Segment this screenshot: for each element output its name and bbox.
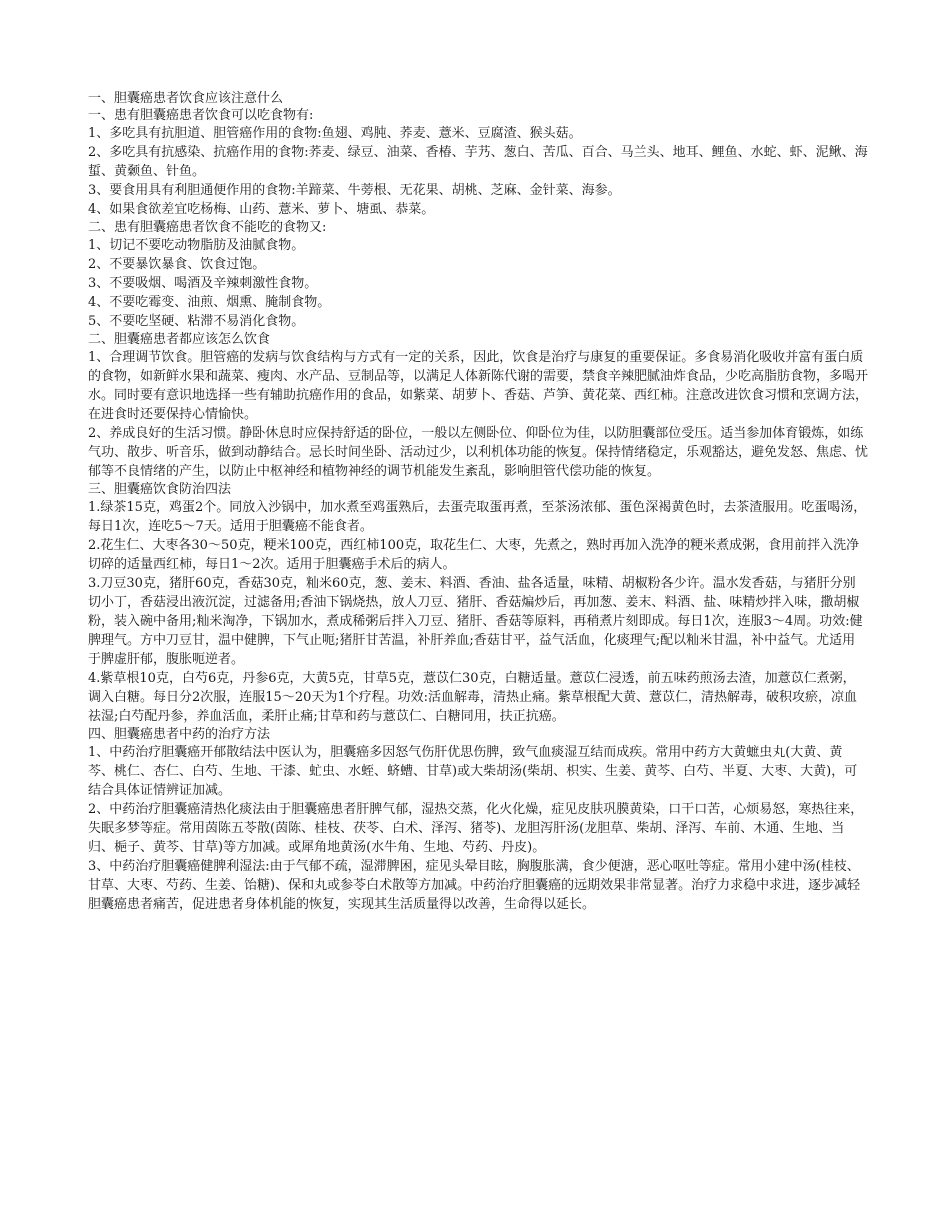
section-heading: 二、患有胆囊癌患者饮食不能吃的食物又: — [88, 220, 327, 235]
section-heading: 一、患有胆囊癌患者饮食可以吃食物有: — [88, 108, 314, 123]
paragraph: 2、养成良好的生活习惯。静卧休息时应保持舒适的卧位，一般以左侧卧位、仰卧位为佳，以防胆囊部位受压。适当参加体育锻炼，如练气功、散步、听音乐，做到动静结合。忌长时间坐卧、活动过少，以利机体功能的恢复。保持情绪稳定，乐观豁达，避免发怒、焦虑、忧郁等不良情绪的产生，以防止中枢神经和植物神经的调节机能发生紊乱，影响胆管代偿功能的恢复。 — [88, 426, 869, 479]
paragraph: 2.花生仁、大枣各30～50克，粳米100克，西红柿100克，取花生仁、大枣，先煮之，熟时再加入洗净的粳米煮成粥，食用前拌入洗净切碎的适量西红柿，每日1～2次。适用于胆囊癌手术后的病人。 — [88, 538, 860, 572]
section-heading: 二、胆囊癌患者都应该怎么饮食 — [88, 332, 271, 347]
section-heading: 四、胆囊癌患者中药的治疗方法 — [88, 727, 271, 742]
paragraph: 3、不要吸烟、喝酒及辛辣刺激性食物。 — [88, 276, 318, 291]
paragraph: 3、要食用具有利胆通便作用的食物:羊蹄菜、牛蒡根、无花果、胡桃、芝麻、金针菜、海参。 — [88, 183, 621, 198]
paragraph: 2、多吃具有抗感染、抗癌作用的食物:荞麦、绿豆、油菜、香椿、芋艿、葱白、苦瓜、百合、马兰头、地耳、鲤鱼、水蛇、虾、泥鳅、海蜇、黄颡鱼、针鱼。 — [88, 145, 868, 179]
paragraph: 3.刀豆30克，猪肝60克，香菇30克，籼米60克，葱、姜末、料酒、香油、盐各适量，味精、胡椒粉各少许。温水发香菇，与猪肝分别切小丁，香菇浸出液沉淀，过滤备用;香油下锅烧热，放人刀豆、猪肝、香菇煸炒后，再加葱、姜末、料酒、盐、味精炒拌入味，撒胡椒粉，装入碗中备用;籼米淘净，下锅加水，煮成稀粥后拌入刀豆、猪肝、香菇等原料，再稍煮片刻即成。每日1次，连服3～4周。功效:健脾理气。方中刀豆甘，温中健脾，下气止呃;猪肝甘苦温，补肝养血;香菇甘平，益气活血，化痰理气;配以籼米甘温，补中益气。尤适用于脾虚肝郁，腹胀呃逆者。 — [88, 576, 863, 667]
paragraph: 4、如果食欲差宜吃杨梅、山药、薏米、萝卜、塘虱、恭菜。 — [88, 202, 435, 217]
section-heading: 三、胆囊癌饮食防治四法 — [88, 482, 232, 497]
paragraph: 2、不要暴饮暴食、饮食过饱。 — [88, 257, 266, 272]
document-body — [88, 90, 868, 914]
paragraph: 2、中药治疗胆囊癌清热化痰法由于胆囊癌患者肝脾气郁，湿热交蒸，化火化燥，症见皮肤巩膜黄染，口干口苦，心烦易怒，寒热往来，失眠多梦等症。常用茵陈五苓散(茵陈、桂枝、茯苓、白术、泽泻、猪苓)、龙胆泻肝汤(龙胆草、柴胡、泽泻、车前、木通、生地、当归、梔子、黄芩、甘草)等方加减。或犀角地黄汤(水牛角、生地、芍药、丹皮)。 — [88, 802, 864, 855]
paragraph: 1、多吃具有抗胆道、胆管癌作用的食物:鱼翅、鸡肫、荞麦、薏米、豆腐渣、猴头菇。 — [88, 126, 582, 141]
paragraph: 1、切记不要吃动物脂肪及油腻食物。 — [88, 238, 305, 253]
paragraph: 5、不要吃坚硬、粘滞不易消化食物。 — [88, 314, 305, 329]
paragraph: 3、中药治疗胆囊癌健脾利湿法:由于气郁不疏，湿滞脾困，症见头晕目眩，胸腹胀满，食少便溏，恶心呕吐等症。常用小建中汤(桂枝、甘草、大枣、芍药、生姜、饴糖)、保和丸或参苓白术散等方加减。中药治疗胆囊癌的远期效果非常显著。治疗力求稳中求进，逐步减轻胆囊癌患者痛苦，促进患者身体机能的恢复，实现其生活质量得以改善，生命得以延长。 — [88, 859, 861, 912]
paragraph: 4.紫草根10克，白芍6克，丹参6克，大黄5克，甘草5克，薏苡仁30克，白糖适量。薏苡仁浸透，前五味药煎汤去渣，加薏苡仁煮粥，调入白糖。每日分2次服，连服15～20天为1个疗程。功效:活血解毒，清热止痛。紫草根配大黄、薏苡仁，清热解毒，破积攻瘀，凉血祛湿;白芍配丹参，养血活血，柔肝止痛;甘草和药与薏苡仁、白糖同用，扶正抗癌。 — [88, 671, 858, 724]
paragraph: 1.绿茶15克，鸡蛋2个。同放入沙锅中，加水煮至鸡蛋熟后，去蛋壳取蛋再煮，至茶汤浓郁、蛋色深褐黄色时，去茶渣服用。吃蛋喝汤，每日1次，连吃5～7天。适用于胆囊癌不能食者。 — [88, 500, 867, 534]
paragraph: 1、合理调节饮食。胆管癌的发病与饮食结构与方式有一定的关系，因此，饮食是治疗与康复的重要保证。多食易消化吸收并富有蛋白质的食物，如新鲜水果和蔬菜、瘦肉、水产品、豆制品等，以满足人体新陈代谢的需要，禁食辛辣肥腻油炸食品，少吃高脂肪食物，多喝开水。同时要有意识地选择一些有辅助抗癌作用的食品，如紫菜、胡萝卜、香菇、芦笋、黄花菜、西红柿。注意改进饮食习惯和烹调方法，在进食时还要保持心情愉快。 — [88, 350, 869, 422]
paragraph: 1、中药治疗胆囊癌开郁散结法中医认为，胆囊癌多因怒气伤肝优思伤脾，致气血痰湿互结而成疾。常用中药方大黄蟅虫丸(大黄、黄芩、桃仁、杏仁、白芍、生地、干漆、虻虫、水蛭、蛴螬、甘草)或大柴胡汤(柴胡、枳实、生姜、黄芩、白芍、半夏、大枣、大黄)，可结合具体证情辨证加减。 — [88, 745, 858, 798]
paragraph: 4、不要吃霉变、油煎、烟熏、腌制食物。 — [88, 295, 331, 310]
section-heading: 一、胆囊癌患者饮食应该注意什么 — [88, 91, 284, 106]
